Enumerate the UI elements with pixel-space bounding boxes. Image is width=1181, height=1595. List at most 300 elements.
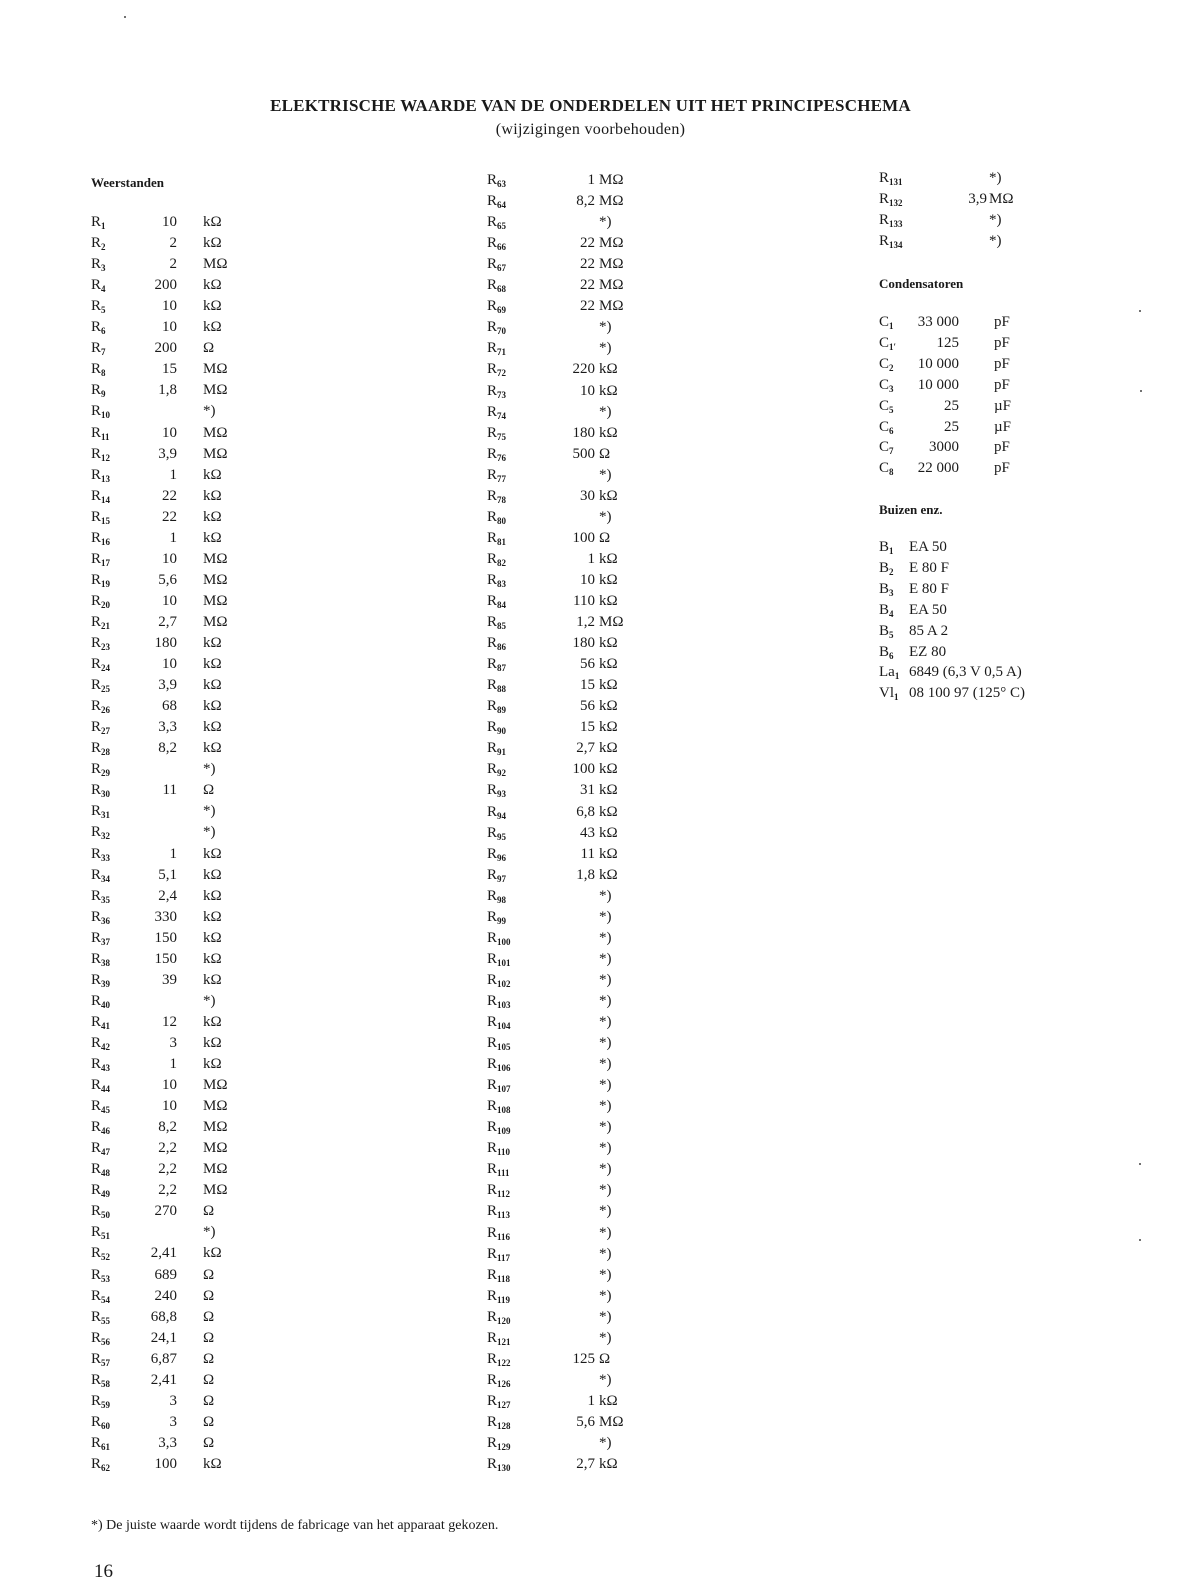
component-index: 50 bbox=[101, 1210, 111, 1221]
component-unit: kΩ bbox=[599, 593, 618, 609]
component-index: 60 bbox=[101, 1420, 111, 1431]
component-value: 2,7 bbox=[576, 1456, 595, 1473]
component-letter: R bbox=[487, 508, 498, 525]
component-letter: B bbox=[879, 601, 890, 618]
component-index: 77 bbox=[497, 473, 507, 484]
component-index: 33 bbox=[101, 852, 111, 863]
component-letter: C bbox=[879, 355, 890, 372]
component-letter: R bbox=[91, 613, 102, 630]
component-value: 180 bbox=[572, 635, 595, 652]
component-letter: R bbox=[91, 1455, 102, 1472]
component-index: 134 bbox=[889, 240, 903, 251]
component-index: 13 bbox=[101, 473, 111, 484]
component-index: 54 bbox=[101, 1294, 111, 1305]
component-value: 56 bbox=[580, 698, 595, 715]
component-unit: kΩ bbox=[599, 1392, 618, 1409]
component-index: 23 bbox=[101, 642, 111, 652]
component-symbol bbox=[91, 1454, 110, 1479]
component-unit: kΩ bbox=[203, 887, 222, 904]
component-value: 1,8 bbox=[158, 382, 177, 399]
component-unit: *) bbox=[599, 1140, 612, 1157]
component-letter: R bbox=[91, 445, 102, 462]
component-letter: R bbox=[487, 1287, 498, 1304]
component-letter: R bbox=[487, 1140, 498, 1157]
component-value: 689 bbox=[154, 1266, 177, 1283]
component-letter: R bbox=[487, 403, 498, 420]
component-index: 9 bbox=[101, 389, 106, 400]
component-unit: MΩ bbox=[599, 1413, 624, 1430]
component-unit: pF bbox=[994, 439, 1010, 456]
component-unit: Ω bbox=[203, 1350, 215, 1367]
component-index: 96 bbox=[497, 852, 507, 863]
component-unit: *) bbox=[203, 803, 216, 820]
component-value: 8,2 bbox=[158, 740, 177, 757]
component-index: 1 bbox=[894, 671, 900, 682]
component-letter: R bbox=[487, 1435, 498, 1451]
component-index: 84 bbox=[497, 600, 507, 610]
component-letter: R bbox=[91, 340, 102, 357]
component-letter: R bbox=[91, 908, 102, 925]
component-letter: R bbox=[91, 1056, 102, 1072]
component-index: 29 bbox=[101, 768, 111, 779]
component-index: 107 bbox=[497, 1084, 511, 1095]
component-unit: MΩ bbox=[203, 256, 228, 273]
component-letter: R bbox=[487, 992, 498, 1009]
component-unit: kΩ bbox=[203, 487, 222, 504]
component-index: 95 bbox=[497, 831, 507, 842]
component-unit: pF bbox=[994, 355, 1010, 372]
component-unit: pF bbox=[994, 376, 1010, 393]
section-heading-weerstanden: Weerstanden bbox=[91, 175, 164, 190]
component-unit: *) bbox=[599, 908, 612, 925]
component-letter: R bbox=[487, 971, 498, 988]
component-unit: Ω bbox=[203, 782, 215, 799]
component-unit: *) bbox=[599, 1014, 612, 1030]
component-index: 37 bbox=[101, 936, 111, 947]
component-index: 80 bbox=[497, 515, 507, 526]
component-index: 12 bbox=[101, 452, 111, 463]
component-unit: *) bbox=[599, 971, 612, 988]
component-letter: R bbox=[91, 466, 102, 483]
component-unit: µF bbox=[994, 418, 1011, 435]
component-letter: R bbox=[91, 235, 102, 252]
component-unit: Ω bbox=[599, 445, 611, 462]
component-index: 120 bbox=[497, 1315, 511, 1326]
component-unit: kΩ bbox=[203, 1056, 222, 1072]
page-title: ELEKTRISCHE WAARDE VAN DE ONDERDELEN UIT HET PRINCIPESCHEMA bbox=[270, 96, 911, 115]
component-letter: R bbox=[879, 170, 890, 186]
component-unit: kΩ bbox=[599, 677, 618, 694]
component-index: 76 bbox=[497, 452, 507, 463]
component-unit: MΩ bbox=[203, 592, 228, 609]
component-unit: *) bbox=[599, 1245, 612, 1262]
component-letter: R bbox=[487, 1266, 498, 1283]
component-value: 3,3 bbox=[158, 719, 177, 736]
component-unit: *) bbox=[599, 1371, 612, 1388]
component-value: 1 bbox=[169, 529, 177, 546]
component-letter: R bbox=[487, 298, 498, 315]
component-index: 87 bbox=[497, 663, 507, 674]
component-value: 22 bbox=[162, 487, 177, 504]
component-unit: kΩ bbox=[203, 929, 222, 946]
page-subtitle: (wijzigingen voorbehouden) bbox=[495, 121, 686, 138]
component-index: 112 bbox=[497, 1189, 511, 1200]
component-letter: R bbox=[91, 424, 102, 441]
component-letter: R bbox=[91, 403, 102, 420]
component-index: 3 bbox=[101, 263, 106, 274]
component-unit: *) bbox=[989, 170, 1002, 186]
component-letter: R bbox=[91, 698, 102, 715]
component-index: 66 bbox=[497, 242, 507, 253]
component-index: 78 bbox=[497, 494, 507, 505]
component-unit: kΩ bbox=[203, 1455, 222, 1472]
component-unit: kΩ bbox=[203, 235, 222, 252]
component-value: 15 bbox=[162, 361, 177, 378]
component-letter: R bbox=[91, 1287, 102, 1304]
component-letter: R bbox=[91, 887, 102, 904]
component-letter: R bbox=[487, 466, 498, 483]
component-index: 93 bbox=[497, 789, 507, 800]
component-letter: R bbox=[91, 824, 102, 841]
page-number: 16 bbox=[94, 1561, 113, 1582]
component-value: 08 100 97 (125° C) bbox=[909, 685, 1025, 702]
component-unit: kΩ bbox=[203, 1034, 222, 1051]
component-letter: R bbox=[487, 361, 498, 378]
component-index: 104 bbox=[497, 1021, 511, 1031]
component-index: 88 bbox=[497, 684, 507, 695]
component-unit: *) bbox=[599, 1098, 612, 1115]
component-index: 65 bbox=[497, 221, 507, 232]
component-unit: kΩ bbox=[203, 866, 222, 883]
component-unit: kΩ bbox=[203, 677, 222, 694]
component-unit: Ω bbox=[203, 1434, 215, 1451]
component-unit: kΩ bbox=[203, 319, 222, 336]
component-letter: R bbox=[91, 550, 102, 567]
component-value: 2 bbox=[169, 235, 177, 252]
component-value: 22 bbox=[162, 508, 177, 525]
component-letter: R bbox=[487, 172, 498, 188]
component-unit: Ω bbox=[203, 1287, 215, 1304]
component-letter: R bbox=[487, 550, 498, 567]
component-index: 2 bbox=[889, 566, 894, 577]
component-value: 68 bbox=[162, 698, 177, 715]
scan-speck bbox=[124, 16, 126, 18]
component-value: 6849 (6,3 V 0,5 A) bbox=[909, 664, 1022, 681]
component-index: 7 bbox=[101, 347, 106, 358]
component-index: 61 bbox=[101, 1441, 111, 1452]
component-unit: MΩ bbox=[203, 1161, 228, 1178]
component-index: 72 bbox=[497, 368, 507, 379]
component-value: 110 bbox=[573, 593, 595, 609]
component-value: 1 bbox=[169, 1056, 177, 1072]
component-unit: *) bbox=[989, 233, 1002, 250]
component-index: 74 bbox=[497, 410, 507, 421]
component-value: 10 000 bbox=[917, 376, 959, 393]
component-unit: kΩ bbox=[203, 466, 222, 483]
component-letter: R bbox=[91, 803, 102, 820]
component-unit: kΩ bbox=[203, 908, 222, 925]
component-letter: R bbox=[487, 1329, 498, 1346]
component-unit: Ω bbox=[203, 340, 215, 357]
component-unit: kΩ bbox=[203, 1245, 222, 1262]
component-value: E 80 F bbox=[909, 580, 950, 597]
component-letter: R bbox=[487, 1119, 498, 1136]
component-value: 10 bbox=[162, 1098, 177, 1115]
component-unit: kΩ bbox=[599, 487, 618, 504]
component-letter: R bbox=[91, 635, 102, 651]
component-letter: R bbox=[487, 803, 498, 820]
component-value: EA 50 bbox=[909, 601, 947, 618]
component-letter: R bbox=[487, 740, 498, 757]
component-value: 1,2 bbox=[576, 614, 595, 631]
component-value: 2,2 bbox=[158, 1161, 177, 1178]
component-index: 90 bbox=[497, 726, 507, 737]
component-unit: *) bbox=[599, 929, 612, 946]
component-letter: B bbox=[879, 643, 890, 660]
component-index: 24 bbox=[101, 663, 111, 674]
component-index: 91 bbox=[497, 747, 507, 758]
component-value: 11 bbox=[162, 782, 177, 799]
component-unit: *) bbox=[599, 403, 612, 420]
component-symbol bbox=[879, 231, 903, 256]
component-index: 34 bbox=[101, 873, 111, 884]
component-value: 200 bbox=[154, 277, 177, 294]
component-letter: R bbox=[879, 212, 890, 229]
component-index: 5 bbox=[101, 305, 106, 316]
component-index: 6 bbox=[101, 326, 106, 337]
component-index: 35 bbox=[101, 894, 111, 905]
component-index: 27 bbox=[101, 726, 111, 737]
component-index: 19 bbox=[101, 578, 111, 589]
component-letter: R bbox=[487, 782, 498, 799]
component-value: 1 bbox=[169, 845, 177, 862]
component-value: 10 bbox=[162, 1077, 177, 1094]
component-unit: kΩ bbox=[203, 950, 222, 967]
component-value: 10 bbox=[162, 656, 177, 673]
component-unit: pF bbox=[994, 460, 1010, 477]
component-index: 26 bbox=[101, 705, 111, 716]
component-index: 130 bbox=[497, 1463, 511, 1474]
component-unit: Ω bbox=[203, 1413, 215, 1430]
component-value: 2,41 bbox=[150, 1245, 177, 1262]
component-unit: *) bbox=[599, 887, 612, 904]
component-unit: kΩ bbox=[203, 508, 222, 525]
component-value: 10 bbox=[580, 571, 595, 588]
component-letter: R bbox=[91, 319, 102, 336]
component-index: 108 bbox=[497, 1105, 511, 1116]
component-letter: R bbox=[487, 424, 498, 441]
component-index: 48 bbox=[101, 1168, 111, 1179]
component-unit: MΩ bbox=[203, 361, 228, 378]
component-unit: kΩ bbox=[599, 550, 618, 567]
component-letter: R bbox=[487, 1224, 498, 1241]
component-index: 64 bbox=[497, 200, 507, 211]
component-index: 117 bbox=[497, 1252, 511, 1263]
component-unit: *) bbox=[599, 950, 612, 967]
component-value: 125 bbox=[572, 1350, 595, 1367]
component-value: 5,1 bbox=[158, 866, 177, 883]
component-letter: R bbox=[487, 698, 498, 715]
component-value: 2,7 bbox=[576, 740, 595, 757]
component-value: 5,6 bbox=[576, 1413, 595, 1430]
component-value: 10 bbox=[162, 298, 177, 315]
component-letter: R bbox=[487, 950, 498, 967]
component-index: 46 bbox=[101, 1126, 111, 1137]
component-unit: Ω bbox=[203, 1308, 215, 1325]
component-letter: R bbox=[91, 845, 102, 862]
component-index: 39 bbox=[101, 978, 111, 989]
component-unit: *) bbox=[599, 1077, 612, 1094]
component-letter: R bbox=[91, 971, 102, 988]
component-index: 110 bbox=[497, 1147, 511, 1158]
component-value: 25 bbox=[944, 418, 959, 435]
component-index: 17 bbox=[101, 557, 111, 568]
component-value: EZ 80 bbox=[909, 643, 947, 660]
component-letter: R bbox=[91, 719, 102, 736]
component-letter: R bbox=[487, 382, 498, 399]
component-unit: MΩ bbox=[203, 382, 228, 399]
component-unit: kΩ bbox=[203, 298, 222, 315]
component-letter: R bbox=[91, 992, 102, 1009]
component-letter: R bbox=[91, 298, 102, 315]
component-index: 99 bbox=[497, 915, 507, 926]
component-unit: *) bbox=[203, 824, 216, 841]
component-unit: MΩ bbox=[203, 445, 228, 462]
component-index: 82 bbox=[497, 557, 507, 568]
component-index: 94 bbox=[497, 810, 507, 821]
component-unit: kΩ bbox=[599, 571, 618, 588]
component-symbol bbox=[879, 683, 899, 708]
component-letter: R bbox=[487, 677, 498, 694]
component-index: 8 bbox=[889, 467, 894, 478]
component-unit: kΩ bbox=[599, 635, 618, 652]
section-heading-buizen: Buizen enz. bbox=[879, 502, 943, 517]
component-value: 24,1 bbox=[150, 1329, 177, 1346]
component-unit: MΩ bbox=[203, 550, 228, 567]
component-letter: R bbox=[91, 740, 102, 757]
component-letter: R bbox=[487, 487, 498, 504]
component-unit: kΩ bbox=[203, 277, 222, 294]
component-value: 2 bbox=[169, 256, 177, 273]
component-letter: C bbox=[879, 397, 890, 414]
component-letter: R bbox=[487, 1182, 498, 1199]
component-unit: kΩ bbox=[203, 971, 222, 988]
component-index: 57 bbox=[101, 1357, 111, 1368]
component-index: 43 bbox=[101, 1063, 111, 1073]
component-letter: R bbox=[487, 277, 498, 294]
component-value: 125 bbox=[936, 334, 959, 351]
component-index: 89 bbox=[497, 705, 507, 716]
scan-speck bbox=[1139, 1163, 1141, 1165]
scan-speck bbox=[1139, 1239, 1141, 1241]
component-index: 85 bbox=[497, 621, 507, 632]
component-index: 101 bbox=[497, 957, 511, 968]
component-unit: *) bbox=[599, 1266, 612, 1283]
component-index: 4 bbox=[101, 284, 106, 295]
component-value: 150 bbox=[154, 950, 177, 967]
component-value: 500 bbox=[572, 445, 595, 462]
component-unit: MΩ bbox=[599, 256, 624, 273]
component-index: 7 bbox=[889, 446, 894, 457]
component-value: 43 bbox=[580, 824, 595, 841]
component-value: 6,8 bbox=[576, 803, 595, 820]
component-unit: MΩ bbox=[203, 1098, 228, 1115]
component-value: 10 000 bbox=[917, 355, 959, 372]
component-unit: MΩ bbox=[599, 298, 624, 315]
component-letter: R bbox=[487, 529, 498, 546]
component-index: 1 bbox=[101, 221, 106, 231]
component-value: 30 bbox=[580, 487, 595, 504]
component-letter: R bbox=[487, 1413, 498, 1430]
component-letter: R bbox=[487, 845, 498, 862]
component-unit: kΩ bbox=[203, 719, 222, 736]
component-value: 180 bbox=[154, 635, 177, 651]
component-value: 12 bbox=[162, 1013, 177, 1030]
component-letter: R bbox=[487, 1098, 498, 1115]
component-index: 70 bbox=[497, 326, 507, 337]
component-value: 150 bbox=[154, 929, 177, 946]
component-unit: kΩ bbox=[599, 656, 618, 673]
component-unit: Ω bbox=[599, 1350, 611, 1367]
component-index: 52 bbox=[101, 1252, 111, 1263]
component-index: 53 bbox=[101, 1273, 111, 1284]
component-value: 2,4 bbox=[158, 887, 177, 904]
component-value: 25 bbox=[944, 397, 959, 414]
component-letter: R bbox=[487, 1014, 498, 1030]
component-letter: R bbox=[91, 1013, 102, 1030]
component-unit: kΩ bbox=[599, 382, 618, 399]
component-letter: R bbox=[91, 1434, 102, 1451]
component-letter: R bbox=[91, 361, 102, 378]
component-value: 100 bbox=[154, 1455, 177, 1472]
component-letter: R bbox=[91, 866, 102, 883]
component-unit: kΩ bbox=[599, 424, 618, 441]
component-value: 3,9 bbox=[158, 445, 177, 462]
component-value: 3,9 bbox=[968, 191, 987, 208]
component-letter: R bbox=[487, 908, 498, 925]
component-index: 116 bbox=[497, 1231, 511, 1242]
component-letter: B bbox=[879, 539, 890, 555]
component-index: 4 bbox=[889, 608, 894, 619]
component-value: 22 bbox=[580, 277, 595, 294]
component-index: 133 bbox=[889, 219, 903, 230]
component-index: 20 bbox=[101, 599, 111, 610]
component-unit: Ω bbox=[203, 1371, 215, 1388]
component-unit: kΩ bbox=[599, 361, 618, 378]
component-letter: R bbox=[91, 1077, 102, 1094]
component-index: 55 bbox=[101, 1315, 111, 1326]
component-index: 32 bbox=[101, 831, 111, 842]
component-unit: *) bbox=[599, 340, 612, 357]
component-letter: R bbox=[487, 571, 498, 588]
component-value: 1,8 bbox=[576, 866, 595, 883]
component-index: 30 bbox=[101, 789, 111, 800]
section-heading-condensatoren: Condensatoren bbox=[879, 276, 964, 291]
component-unit: kΩ bbox=[203, 656, 222, 673]
component-letter: R bbox=[91, 1308, 102, 1325]
component-unit: *) bbox=[599, 1203, 612, 1220]
component-letter: R bbox=[487, 1308, 498, 1325]
component-unit: *) bbox=[599, 1308, 612, 1325]
component-value: 15 bbox=[580, 677, 595, 694]
component-letter: R bbox=[91, 761, 102, 778]
component-index: 129 bbox=[497, 1442, 511, 1452]
component-letter: R bbox=[91, 677, 102, 694]
component-value: 2,2 bbox=[158, 1140, 177, 1157]
component-value: 200 bbox=[154, 340, 177, 357]
component-index: 47 bbox=[101, 1147, 111, 1158]
component-unit: *) bbox=[599, 508, 612, 525]
